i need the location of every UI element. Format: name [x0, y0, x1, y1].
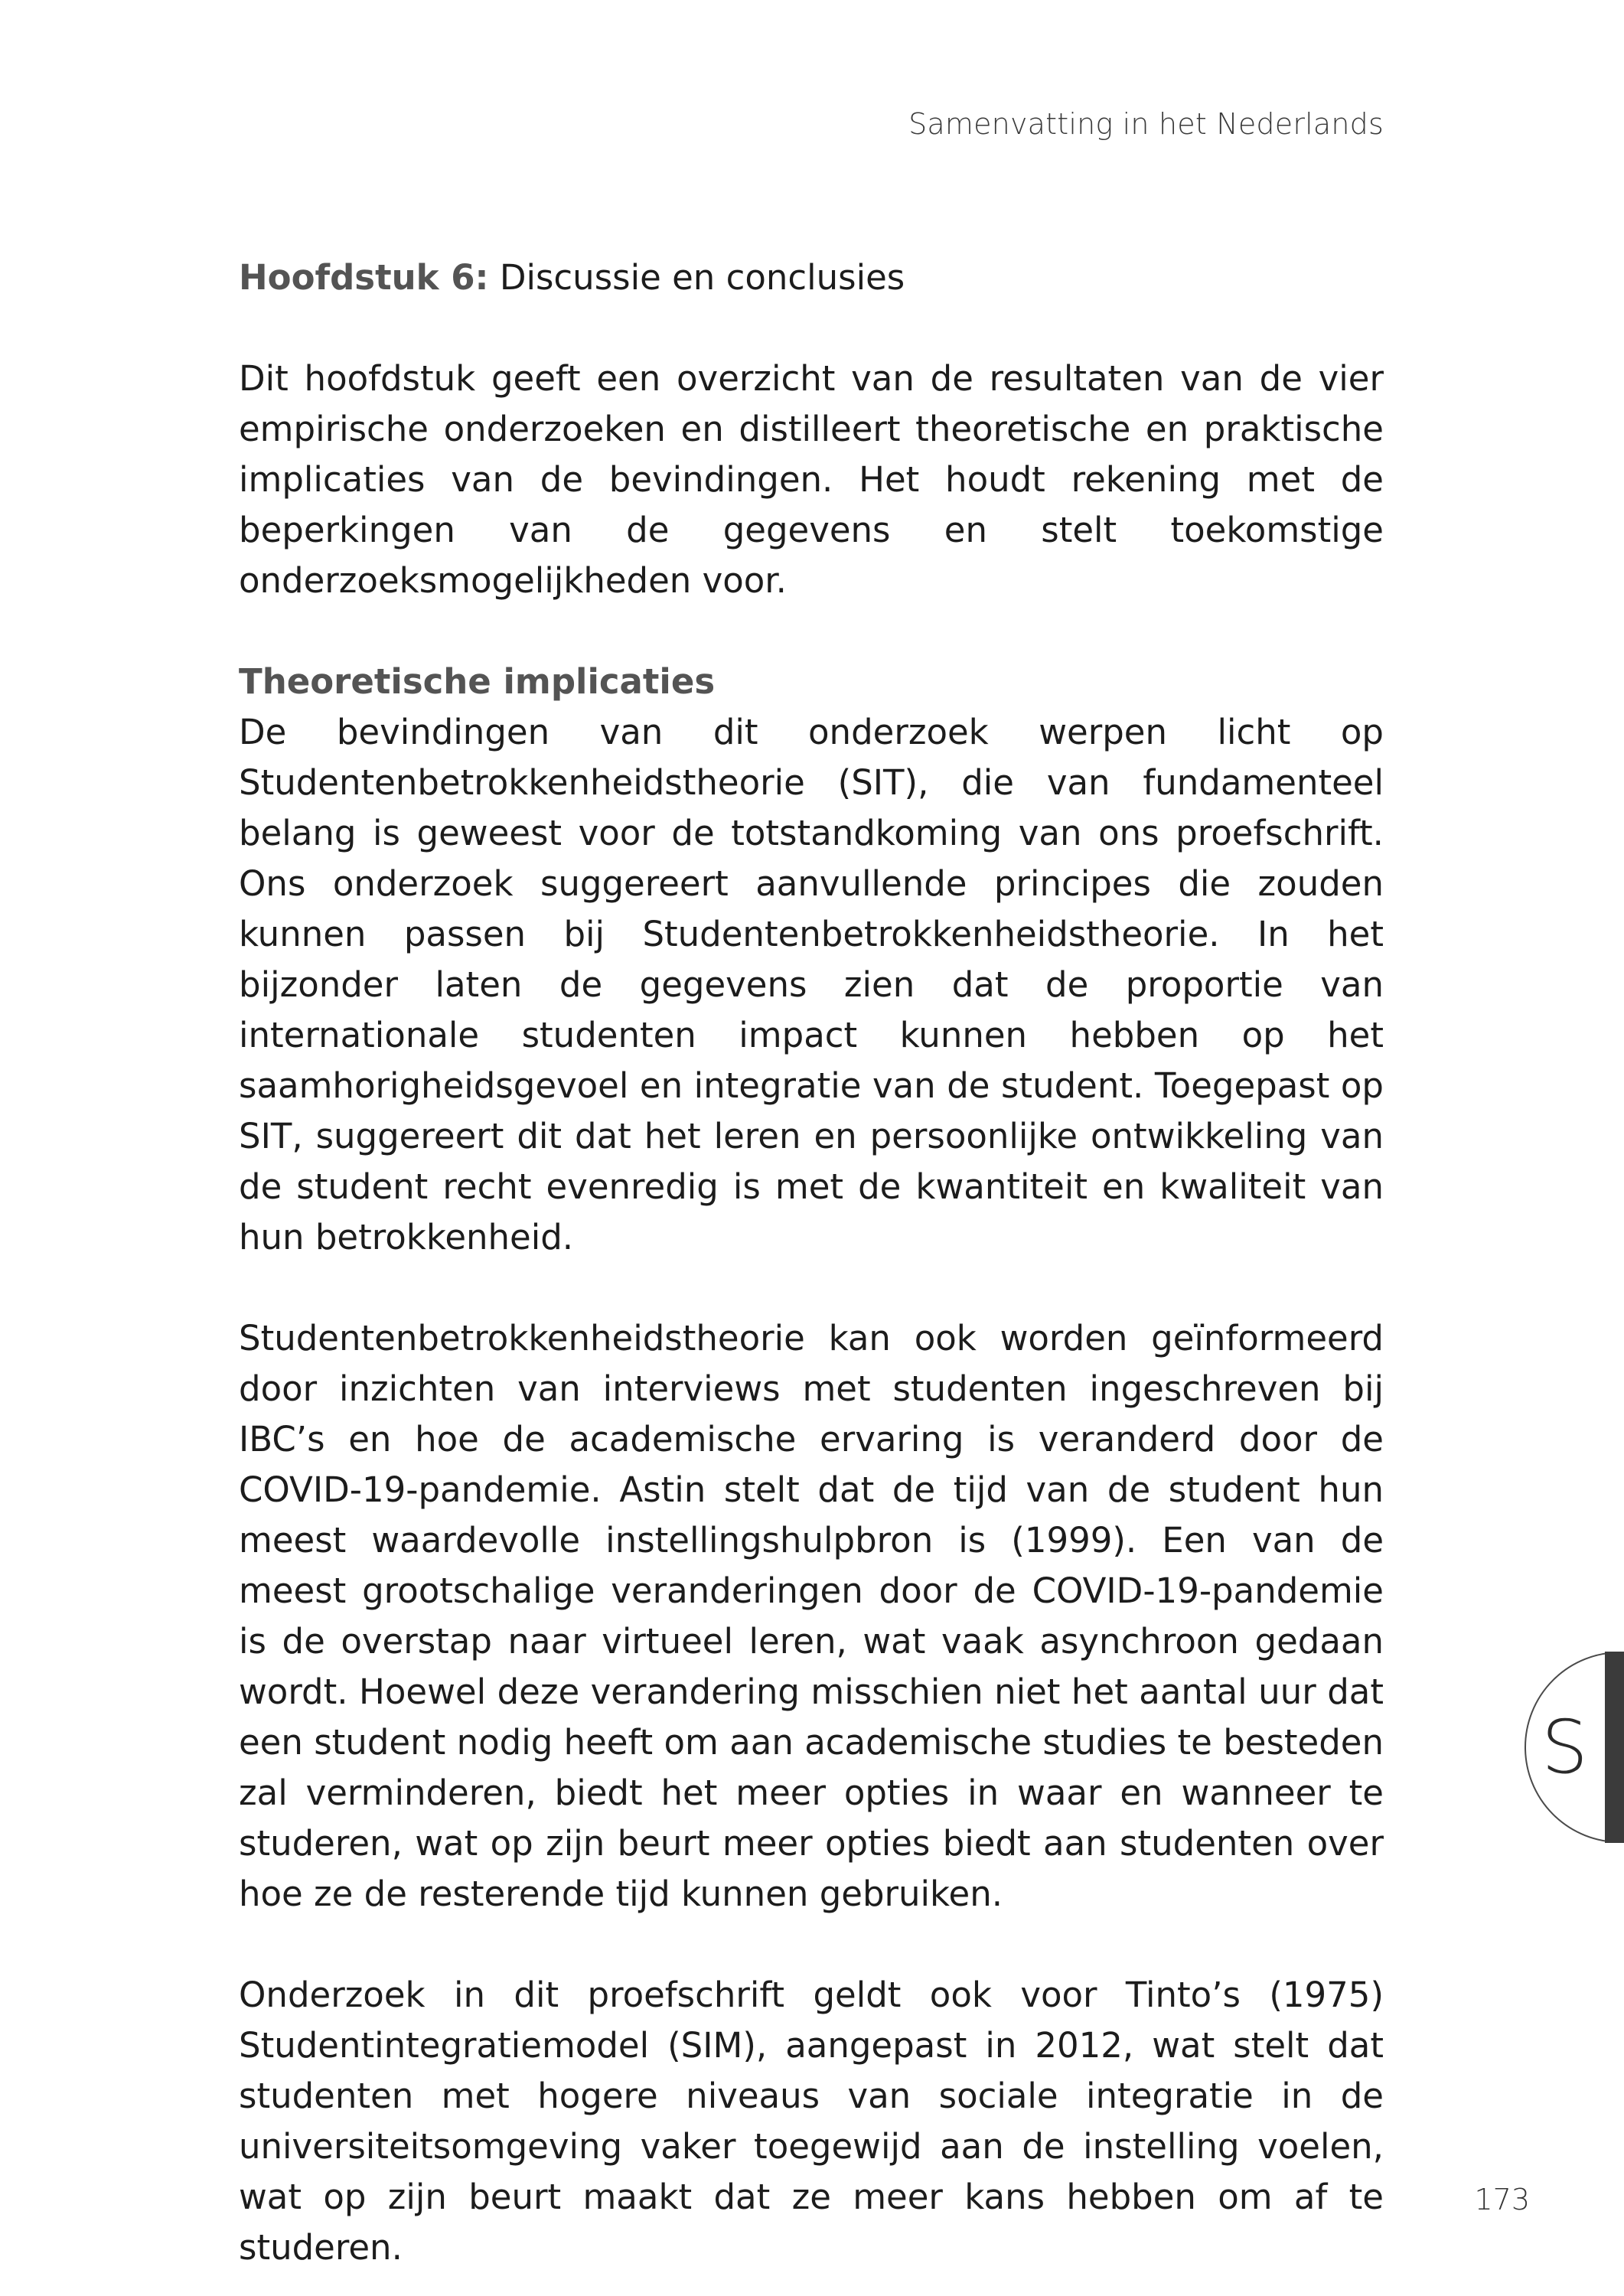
chapter-title-text: Discussie en conclusies — [488, 257, 905, 298]
section-thumb-bar — [1605, 1652, 1624, 1843]
intro-paragraph: Dit hoofdstuk geeft een overzicht van de resultaten van de vier empirische onderzoeken en distilleert theoretische en praktische implicaties van de bevindingen. Het houdt rekening met de beperkingen van de gegevens en stelt toekomstige onderzoeksmogelijkheden voor. — [239, 358, 1384, 601]
section-heading: Theoretische implicaties — [239, 661, 716, 702]
paragraph-sit: De bevindingen van dit onderzoek werpen licht op Studentenbetrokkenheidstheorie (SIT), die van fundamenteel belang is geweest voor de totstandkoming van ons proefschrift. Ons onderzoek suggereert aanvullende principes die zouden kunnen passen bij Studentenbetrokkenheidstheorie. In het bijzonder laten de gegevens zien dat de proportie van internationale studenten impact kunnen hebben op het saamhorigheidsgevoel en integratie van de student. Toegepast op SIT, suggereert dit dat het leren en persoonlijke ontwikkeling van de student recht evenredig is met de kwantiteit en kwaliteit van hun betrokkenheid. — [239, 712, 1384, 1257]
page-number: 173 — [1474, 2183, 1530, 2216]
section-thumb-letter: S — [1541, 1704, 1588, 1790]
page-content — [239, 253, 1384, 2273]
chapter-label: Hoofdstuk 6 — [239, 257, 475, 298]
chapter-title — [239, 253, 1384, 303]
paragraph-sim: Onderzoek in dit proefschrift geldt ook voor Tinto’s (1975) Studentintegratiemodel (SIM), aangepast in 2012, wat stelt dat studenten met hogere niveaus van sociale integratie in de universiteitsomgeving vaker toegewijd aan de instelling voelen, wat op zijn beurt maakt dat ze meer kans hebben om af te studeren. — [239, 1975, 1384, 2268]
paragraph-covid: Studentenbetrokkenheidstheorie kan ook worden geïnformeerd door inzichten van interviews met studenten ingeschreven bij IBC’s en hoe de academische ervaring is veranderd door de COVID-19-pandemie. Astin stelt dat de tijd van de student hun meest waardevolle instellingshulpbron is (1999). Een van de meest grootschalige veranderingen door de COVID-19-pandemie is de overstap naar virtueel leren, wat vaak asynchroon gedaan wordt. Hoewel deze verandering misschien niet het aantal uur dat een student nodig heeft om aan academische studies te besteden zal verminderen, biedt het meer opties in waar en wanneer te studeren, wat op zijn beurt meer opties biedt aan studenten over hoe ze de resterende tijd kunnen gebruiken. — [239, 1318, 1384, 1914]
chapter-colon: : — [474, 257, 489, 298]
running-header: Samenvatting in het Nederlands — [908, 107, 1384, 141]
